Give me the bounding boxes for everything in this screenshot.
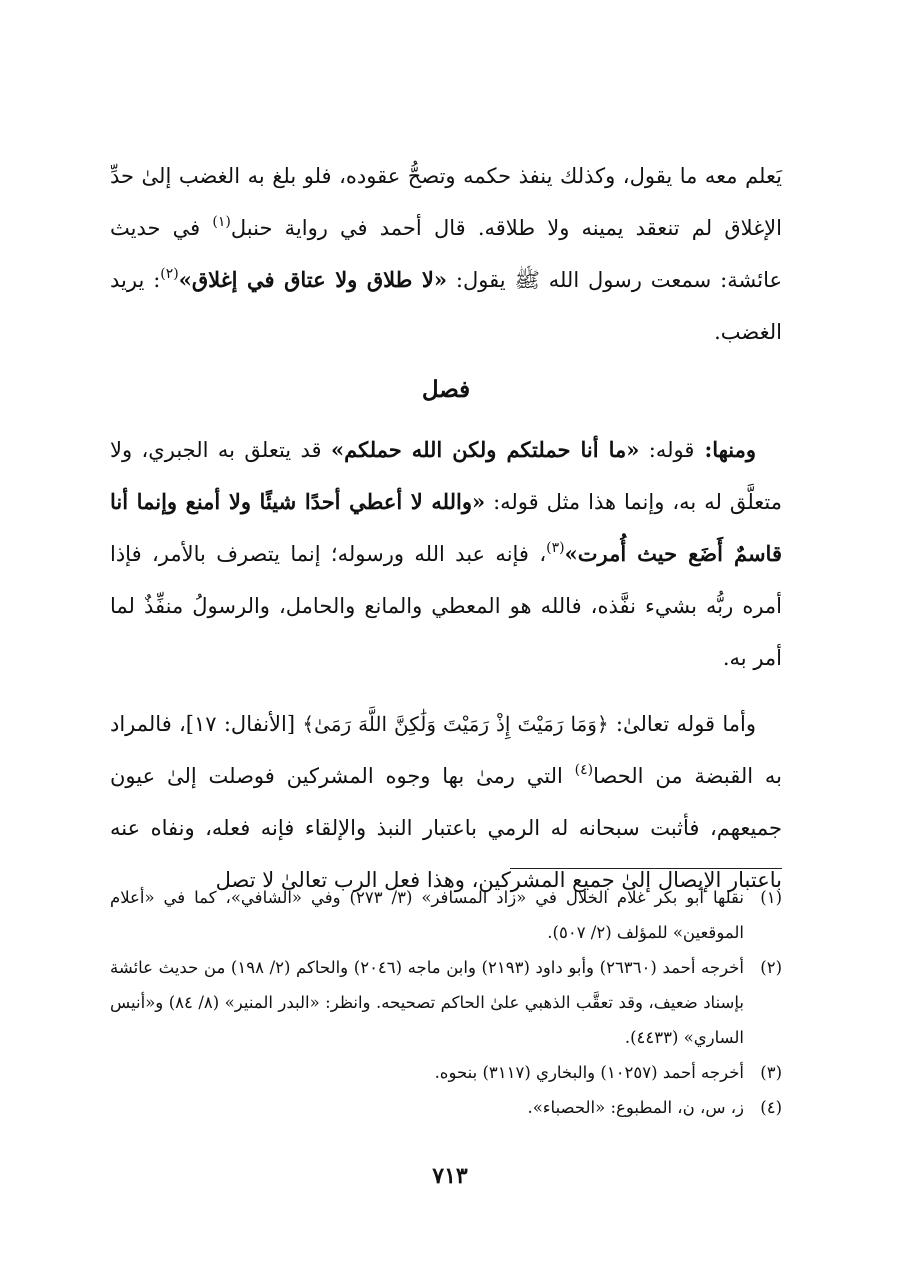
section-heading-text: فصل [421, 376, 471, 403]
section-heading [110, 372, 782, 408]
text-run: التي رمىٰ بها وجوه المشركين فوصلت إلىٰ عيون جميعهم، فأثبت سبحانه له الرمي باعتبار النبذ والإلقاء فإنه فعله، ونفاه عنه باعتبار الإيصال إلىٰ جميع المشركين، وهذا فعل الرب تعالىٰ لا تصل [110, 764, 782, 892]
footnote-text: ز، س، ن، المطبوع: «الحصباء». [527, 1098, 744, 1117]
footnote-number: (٣) [760, 1063, 782, 1082]
hadith-quote: «ما أنا حملتكم ولكن الله حملكم» [331, 437, 640, 462]
footnote-3 [110, 1055, 782, 1090]
footnote-ref-1[interactable]: (١) [212, 214, 231, 230]
text-run: يَعلم معه ما يقول، وكذلك ينفذ حكمه وتصحُّ عقوده، فلو بلغ به الغضب إلىٰ حدِّ الإغلاق لم تنعقد يمينه ولا طلاقه. قال أحمد في رواية حنبل [110, 164, 782, 240]
text-run: في حديث عائشة: سمعت رسول الله ﷺ يقول: [110, 216, 782, 292]
footnote-text: نقلها أبو بكر غلام الخلال في «زاد المسافر» (٣/ ٢٧٣) وفي «الشافي»، كما في «أعلام الموقعين» للمؤلف (٢/ ٥٠٧). [110, 888, 744, 942]
text-run: وأما قوله تعالىٰ: [608, 712, 757, 736]
hadith-quote: «لا طلاق ولا عتاق في إغلاق» [178, 267, 448, 292]
footnote-number: (٢) [760, 958, 782, 977]
quran-verse: ﴿وَمَا رَمَيْتَ إِذْ رَمَيْتَ وَلَٰكِنَّ اللَّهَ رَمَىٰ﴾ [302, 712, 609, 736]
paragraph-1 [110, 150, 782, 358]
paragraph-2 [110, 424, 782, 684]
hadith-quote: «والله لا أعطي أحدًا شيئًا ولا أمنع وإنما أنا قاسمٌ أَضَع حيث أُمرت» [110, 489, 782, 566]
footnote-number: (١) [760, 888, 782, 907]
text-run: قوله: [639, 438, 695, 462]
page-number: ٧١٣ [432, 1163, 468, 1189]
footnote-text: أخرجه أحمد (١٠٢٥٧) والبخاري (٣١١٧) بنحوه. [434, 1063, 744, 1082]
text-run: : يريد الغضب. [110, 268, 782, 344]
lead-word: ومنها: [694, 437, 757, 462]
text-run: [الأنفال: ١٧]، فالمراد به القبضة من الحصا [110, 712, 782, 788]
footnote-1 [110, 880, 782, 950]
footnote-4 [110, 1090, 782, 1125]
footnotes [110, 880, 782, 1125]
footnote-ref-2[interactable]: (٢) [160, 266, 179, 282]
paragraph-3 [110, 698, 782, 906]
footnote-ref-4[interactable]: (٤) [574, 762, 594, 778]
footnote-text: أخرجه أحمد (٢٦٣٦٠) وأبو داود (٢١٩٣) وابن ماجه (٢٠٤٦) والحاكم (٢/ ١٩٨) من حديث عائشة بإسناد ضعيف، وقد تعقَّب الذهبي علىٰ الحاكم تصحيحه. وانظر: «البدر المنير» (٨/ ٨٤) و«أنيس الساري» (٤٤٣٣). [110, 958, 745, 1047]
footnote-2 [110, 950, 782, 1055]
footnote-ref-3[interactable]: (٣) [546, 540, 565, 556]
footnote-separator [510, 868, 782, 869]
footnote-number: (٤) [760, 1098, 782, 1117]
main-text [110, 150, 782, 906]
text-run: ، فإنه عبد الله ورسوله؛ إنما يتصرف بالأمر، فإذا أمره ربُّه بشيء نفَّذه، فالله هو المعطي والمانع والحامل، والرسولُ منفِّذٌ لما أمر به. [110, 542, 782, 670]
text-run: قد يتعلق به الجبري، ولا متعلَّق له به، وإنما هذا مثل قوله: [110, 438, 782, 514]
